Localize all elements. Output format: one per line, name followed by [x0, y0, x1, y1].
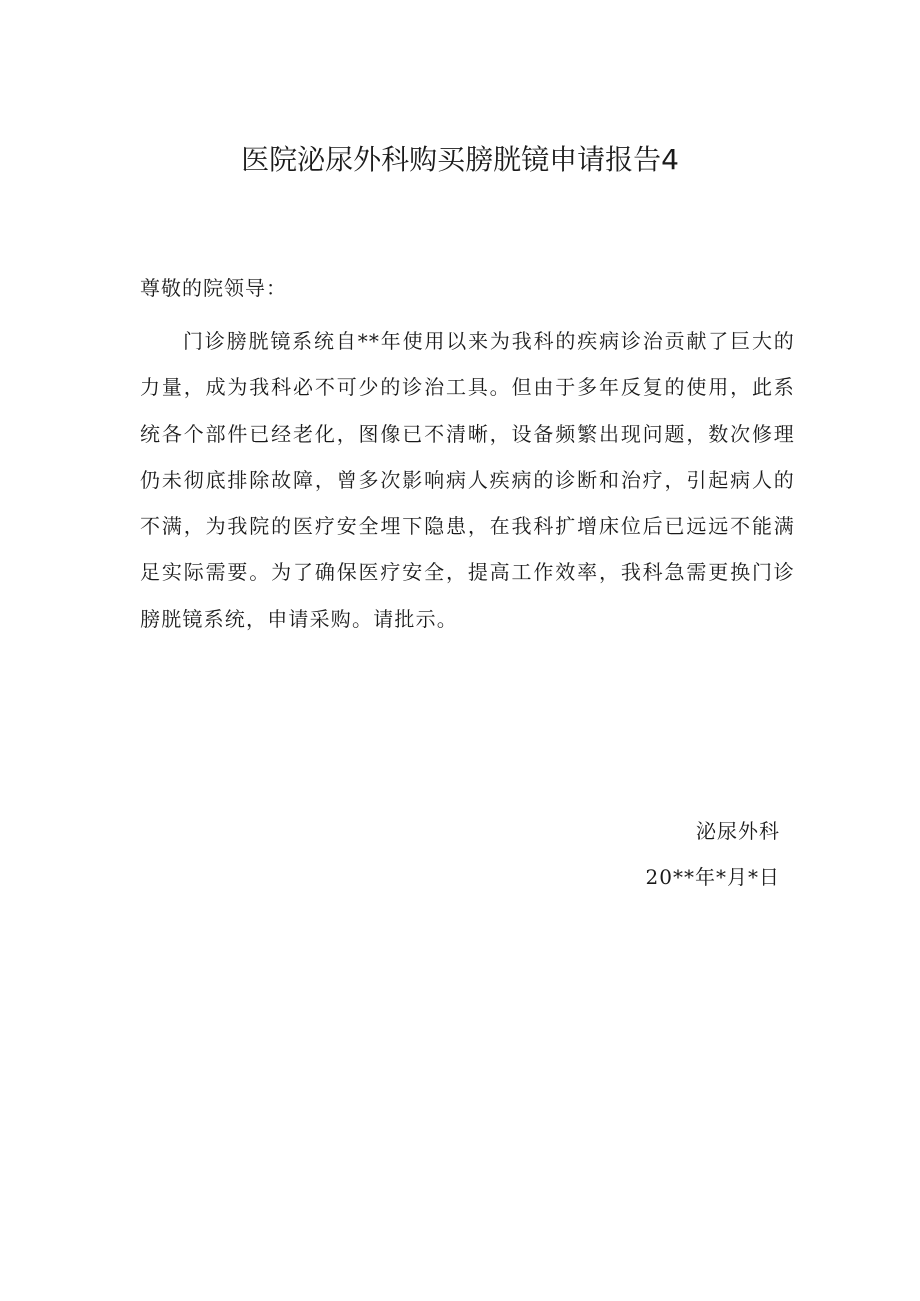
document-title: 医院泌尿外科购买膀胱镜申请报告4 — [241, 143, 679, 176]
signature-date: 20**年*月*日 — [645, 865, 780, 889]
salutation: 尊敬的院领导： — [140, 276, 287, 300]
body-paragraph: 门诊膀胱镜系统自**年使用以来为我科的疾病诊治贡献了巨大的力量，成为我科必不可少的诊治工具。但由于多年反复的使用，此系统各个部件已经老化，图像已不清晰，设备频繁出现问题，数次修理仍未彻底排除故障，曾多次影响病人疾病的诊断和治疗，引起病人的不满，为我院的医疗安全埋下隐患，在我科扩增床位后已远远不能满足实际需要。为了确保医疗安全，提高工作效率，我科急需更换门诊膀胱镜系统，申请采购。请批示。 — [140, 329, 795, 631]
signature-block — [646, 808, 780, 900]
signature-department: 泌尿外科 — [696, 819, 780, 843]
